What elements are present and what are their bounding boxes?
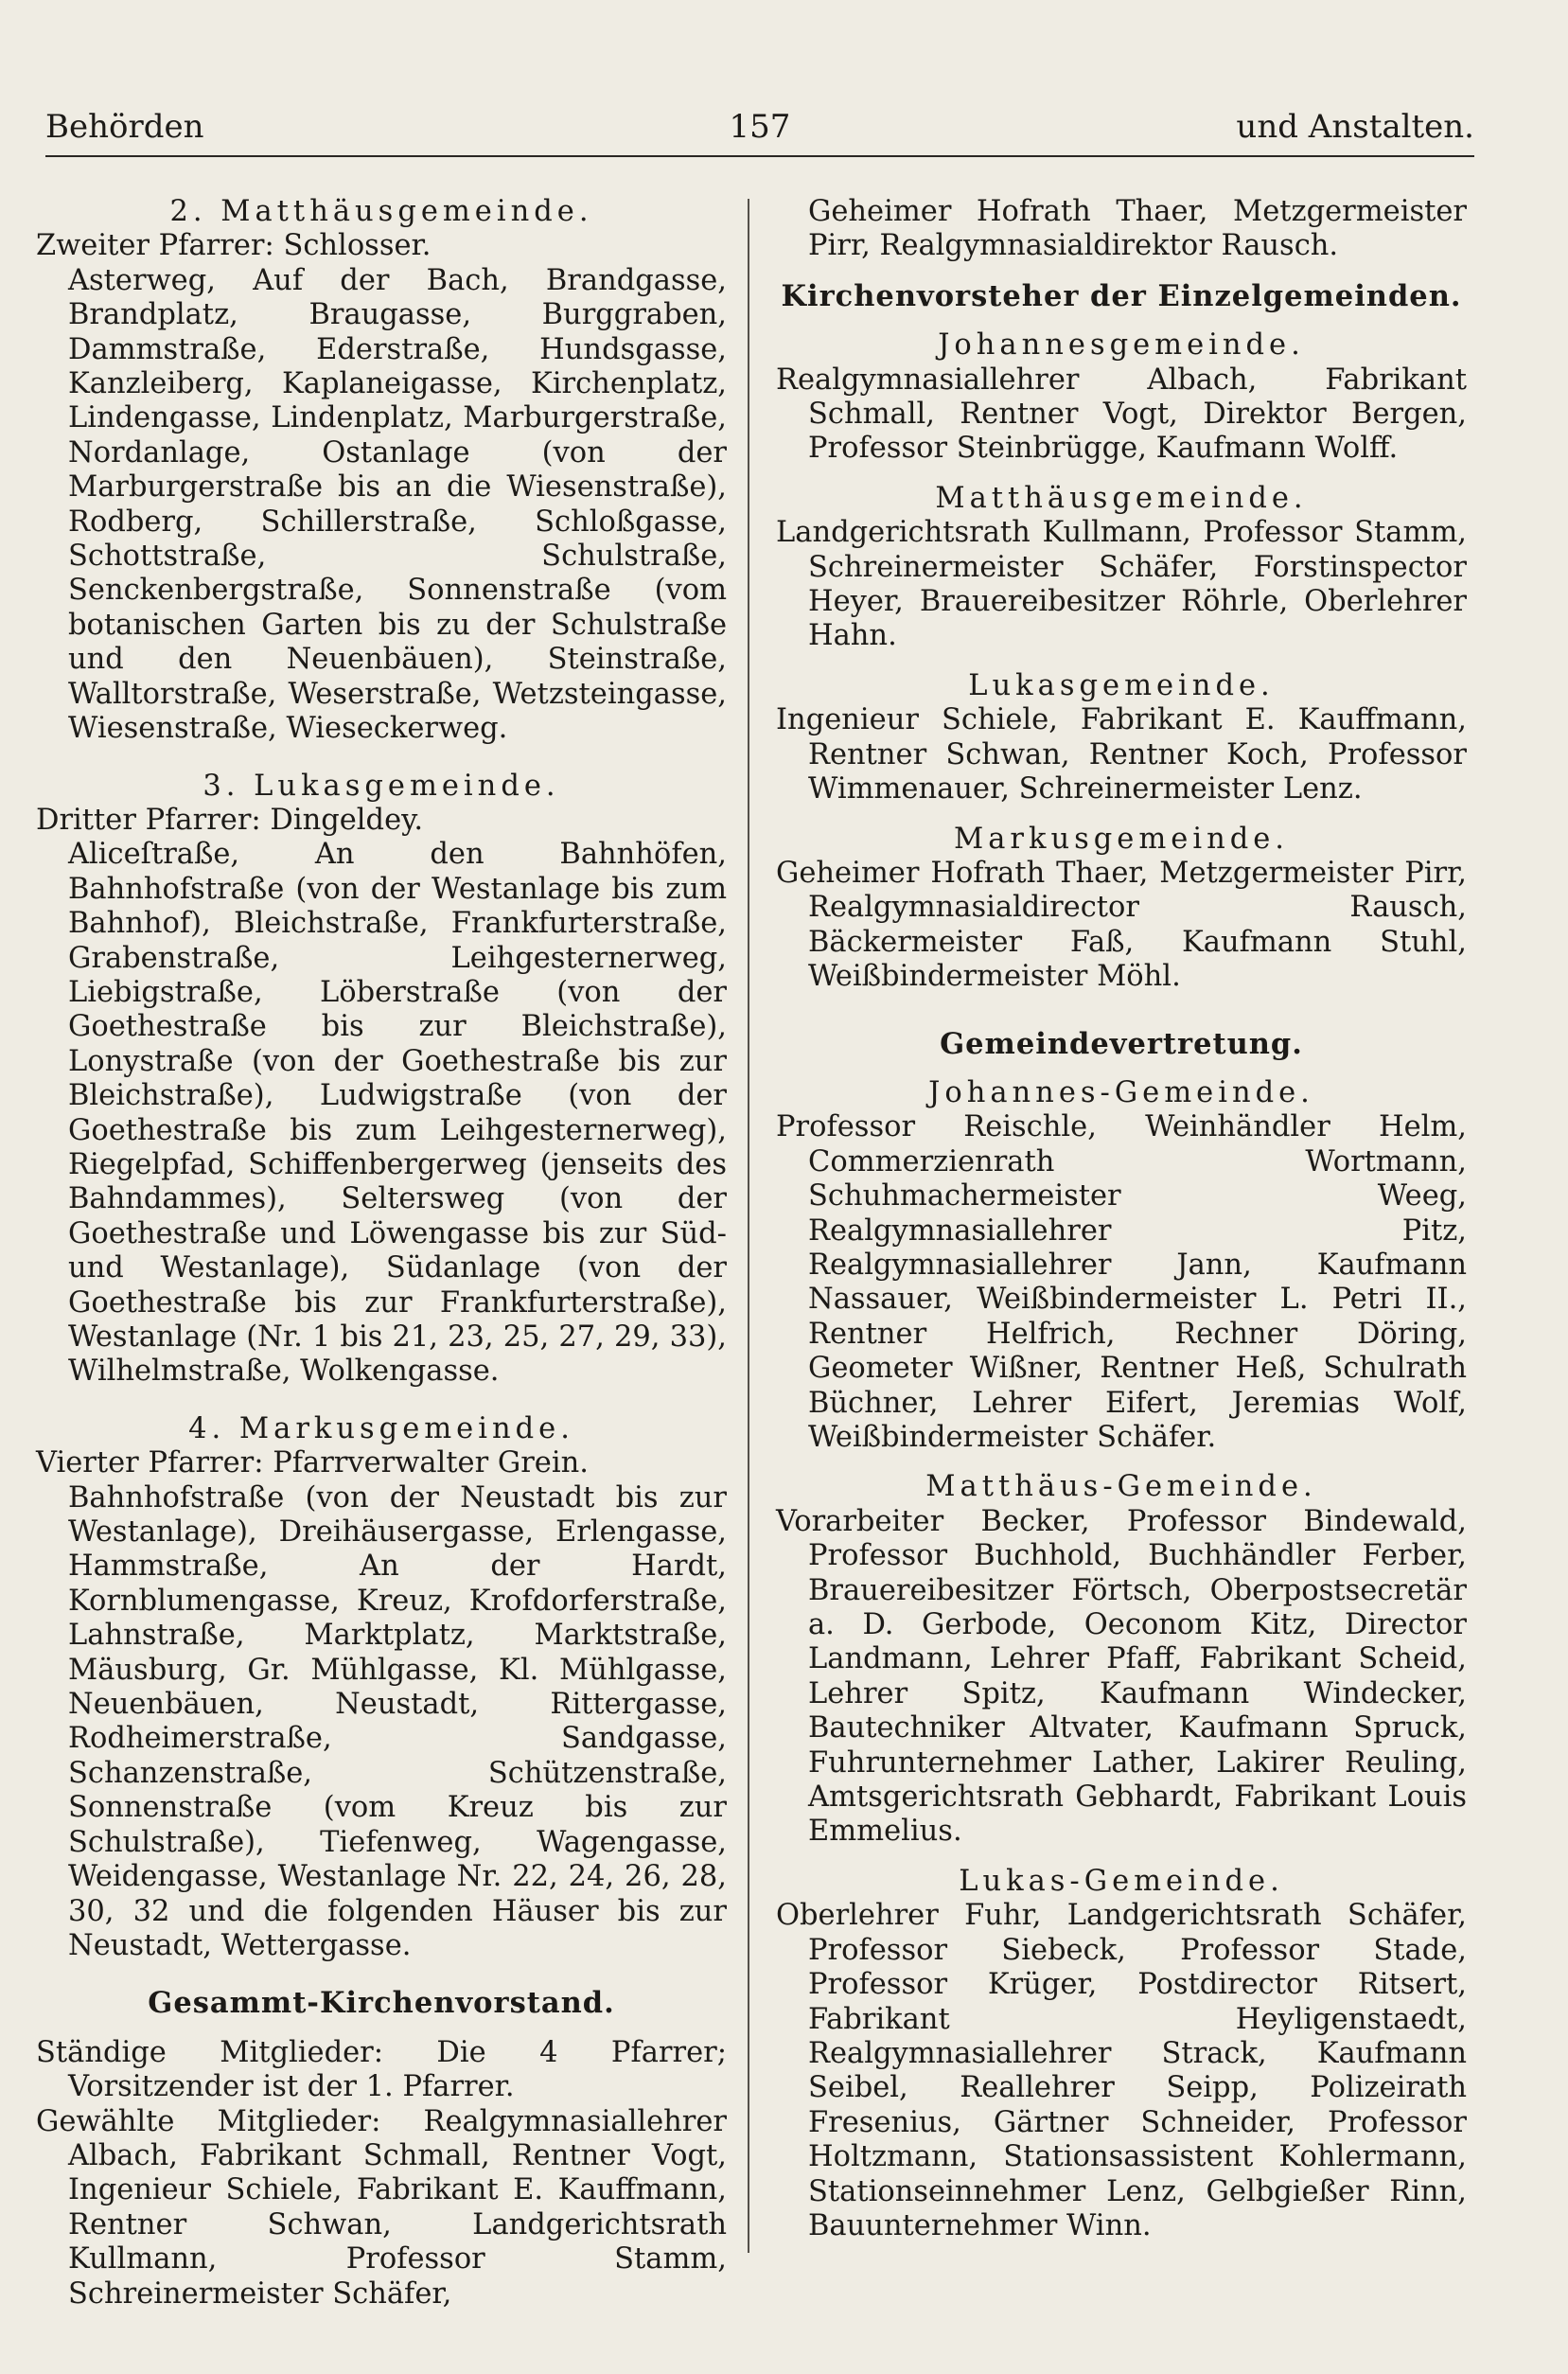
kv-list-johannes: Realgymnasiallehrer Albach, Fabrikant Schmall, Rentner Vogt, Direktor Bergen, Professor Steinbrügge, Kaufmann Wolff. xyxy=(776,363,1467,466)
section-title-markus: 4. Markusgemeinde. xyxy=(188,1411,574,1445)
standing-members: Ständige Mitglieder: Die 4 Pfarrer; Vorsitzender ist der 1. Pfarrer. xyxy=(36,2035,727,2104)
gv-title-johannes: Johannes-Gemeinde. xyxy=(928,1075,1314,1109)
gv-list-lukas: Oberlehrer Fuhr, Landgerichtsrath Schäfer, Professor Siebeck, Professor Stade, Professor Krüger, Postdirector Ritsert, Fabrikant Heyligenstaedt, Realgymnasiallehrer Strack, Kaufmann Seibel, Reallehrer Seipp, Polizeirath Fresenius, Gärtner Schneider, Professor Holtzmann, Stationsassistent Kohlermann, Stationseinnehmer Lenz, Gelbgießer Rinn, Bauunternehmer Winn. xyxy=(776,1899,1467,2242)
streets-markus: Bahnhofstraße (von der Neustadt bis zur Westanlage), Dreihäusergasse, Erlengasse, Hammstraße, An der Hardt, Kornblumengasse, Kreuz, Krofdorferstraße, Lahnstraße, Marktplatz, Marktstraße, Mäusburg, Gr. Mühlgasse, Kl. Mühlgasse, Neuenbäuen, Neustadt, Rittergasse, Rodheimerstraße, Sandgasse, Schanzenstraße, Schützenstraße, Sonnenstraße (vom Kreuz bis zur Schulstraße), Tiefenweg, Wagengasse, Weidengasse, Westanlage Nr. 22, 24, 26, 28, 30, 32 und die folgenden Häuser bis zur Neustadt, Wettergasse. xyxy=(68,1480,727,1962)
header-right: und Anstalten. xyxy=(1236,108,1474,146)
gv-list-matthaeus: Vorarbeiter Becker, Professor Bindewald, Professor Buchhold, Buchhändler Ferber, Brauereibesitzer Förtsch, Oberpostsecretär a. D. Gerbode, Oeconom Kitz, Director Landmann, Lehrer Pfaff, Fabrikant Scheid, Lehrer Spitz, Kaufmann Windecker, Bautechniker Altvater, Kaufmann Spruck, Fuhrunternehmer Lather, Lakirer Reuling, Amtsgerichtsrath Gebhardt, Fabrikant Louis Emmelius. xyxy=(776,1504,1467,1849)
kv-list-markus: Geheimer Hofrath Thaer, Metzgermeister Pirr, Realgymnasialdirector Rausch, Bäckermeister Faß, Kaufmann Stuhl, Weißbindermeister Möhl. xyxy=(776,856,1467,994)
streets-matthaeus: Asterweg, Auf der Bach, Brandgasse, Brandplatz, Braugasse, Burggraben, Dammstraße, Ederstraße, Hundsgasse, Kanzleiberg, Kaplaneigasse, Kirchenplatz, Lindengasse, Lindenplatz, Marburgerstraße, Nordanlage, Ostanlage (von der Marburgerstraße bis an die Wiesenstraße), Rodberg, Schillerstraße, Schloßgasse, Schottstraße, Schulstraße, Senckenbergstraße, Sonnenstraße (vom botanischen Garten bis zu der Schulstraße und den Neuenbäuen), Steinstraße, Walltorstraße, Weserstraße, Wetzsteingasse, Wiesenstraße, Wieseckerweg. xyxy=(68,263,727,746)
kv-title-johannes: Johannesgemeinde. xyxy=(938,328,1305,363)
right-column xyxy=(776,195,1467,2243)
kv-list-matthaeus: Landgerichtsrath Kullmann, Professor Stamm, Schreinermeister Schäfer, Forstinspector Heyer, Brauereibesitzer Röhrle, Oberlehrer Hahn. xyxy=(776,516,1467,653)
gv-list-johannes: Professor Reischle, Weinhändler Helm, Commerzienrath Wortmann, Schuhmachermeister Weeg, Realgymnasiallehrer Pitz, Realgymnasiallehrer Jann, Kaufmann Nassauer, Weißbindermeister L. Petri II., Rentner Helfrich, Rechner Döring, Geometer Wißner, Rentner Heß, Schulrath Büchner, Lehrer Eifert, Jeremias Wolf, Weißbindermeister Schäfer. xyxy=(776,1110,1467,1454)
page-number: 157 xyxy=(729,108,791,146)
pastor-markus: Vierter Pfarrer: Pfarrverwalter Grein. xyxy=(36,1446,589,1480)
column-divider xyxy=(748,199,749,2253)
heading-gesammt-kirchenvorstand: Gesammt-Kirchenvorstand. xyxy=(148,1986,615,2021)
kv-title-matthaeus: Matthäusgemeinde. xyxy=(935,481,1308,515)
pastor-matthaeus: Zweiter Pfarrer: Schlosser. xyxy=(36,229,432,263)
kv-list-lukas: Ingenieur Schiele, Fabrikant E. Kauffmann, Rentner Schwan, Rentner Koch, Professor Wimmenauer, Schreinermeister Lenz. xyxy=(776,703,1467,806)
elected-members-continued: Geheimer Hofrath Thaer, Metzgermeister Pirr, Realgymnasialdirektor Rausch. xyxy=(808,195,1467,263)
left-column xyxy=(36,195,727,2312)
section-title-matthaeus: 2. Matthäusgemeinde. xyxy=(169,195,593,228)
heading-kirchenvorsteher: Kirchenvorsteher der Einzelgemeinden. xyxy=(781,278,1462,313)
gv-title-matthaeus: Matthäus-Gemeinde. xyxy=(925,1470,1317,1504)
heading-gemeindevertretung: Gemeindevertretung. xyxy=(940,1026,1303,1061)
kv-title-markus: Markusgemeinde. xyxy=(954,822,1289,856)
header-left: Behörden xyxy=(45,108,204,146)
gv-title-lukas: Lukas-Gemeinde. xyxy=(959,1864,1284,1898)
section-title-lukas: 3. Lukasgemeinde. xyxy=(203,769,560,803)
kv-title-lukas: Lukasgemeinde. xyxy=(968,668,1275,702)
pastor-lukas: Dritter Pfarrer: Dingeldey. xyxy=(36,803,424,837)
elected-members: Gewählte Mitglieder: Realgymnasiallehrer Albach, Fabrikant Schmall, Rentner Vogt, Ingenieur Schiele, Fabrikant E. Kauffmann, Rentner Schwan, Landgerichtsrath Kullmann, Professor Stamm, Schreinermeister Schäfer, xyxy=(36,2104,727,2311)
streets-lukas: Aliceſtraße, An den Bahnhöfen, Bahnhofstraße (von der Westanlage bis zum Bahnhof), Bleichstraße, Frankfurterstraße, Grabenstraße, Leihgesternerweg, Liebigstraße, Löberstraße (von der Goethestraße bis zur Bleichstraße), Lonystraße (von der Goethestraße bis zur Bleichstraße), Ludwigstraße (von der Goethestraße bis zum Leihgesternerweg), Riegelpfad, Schiffenbergerweg (jenseits des Bahndammes), Seltersweg (von der Goethestraße und Löwengasse bis zur Süd- und Westanlage), Südanlage (von der Goethestraße bis zur Frankfurterstraße), Westanlage (Nr. 1 bis 21, 23, 25, 27, 29, 33), Wilhelmstraße, Wolkengasse. xyxy=(68,838,727,1389)
running-header xyxy=(45,102,1474,157)
